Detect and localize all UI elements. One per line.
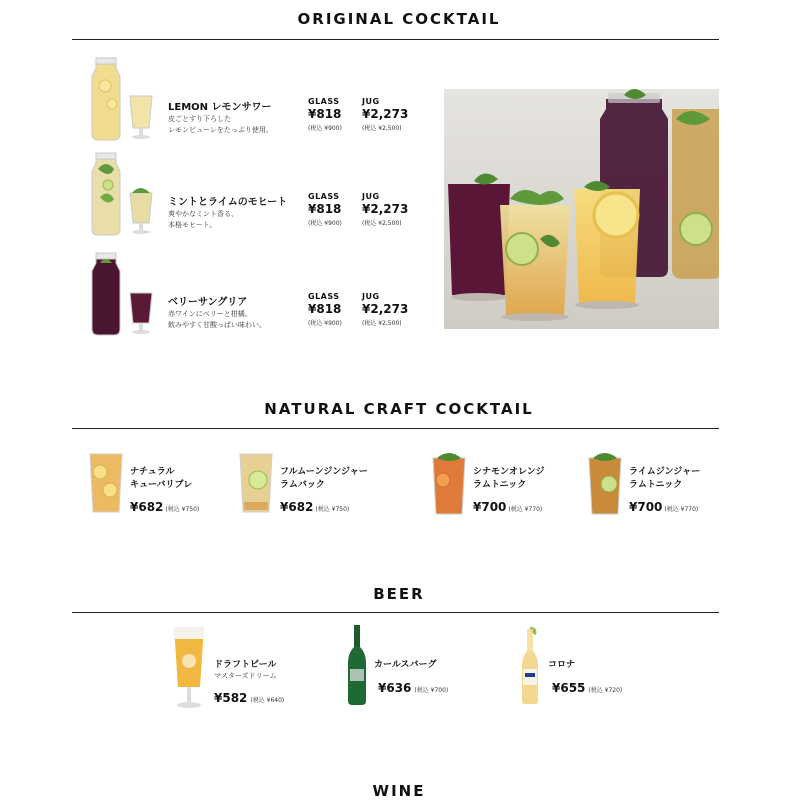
item-price: ¥700 (税込 ¥770) [629, 500, 699, 514]
divider [72, 39, 719, 40]
item-name: フルムーンジンジャー ラムバック [280, 467, 368, 490]
mojito-jug-and-glass-image [90, 149, 160, 239]
cinnamon-orange-glass-image [429, 450, 469, 516]
glass-price: GLASS ¥818 (税込 ¥900) [308, 192, 342, 227]
carlsberg-bottle-image [346, 625, 368, 705]
item-price: ¥655 (税込 ¥720) [552, 681, 623, 695]
sangria-jug-and-glass-image [90, 249, 160, 339]
item-price: ¥682 (税込 ¥750) [130, 500, 200, 514]
draft-beer-glass-image [172, 625, 206, 711]
menu-item-berry-sangria [90, 249, 420, 339]
jug-price: JUG ¥2,273 (税込 ¥2,500) [362, 292, 409, 327]
item-description: 皮ごとすり下ろした レモンピューレをたっぷり使用。 [168, 115, 273, 134]
item-price: ¥582 (税込 ¥640) [214, 691, 285, 705]
cocktails-photo [444, 89, 719, 329]
item-name: コロナ [548, 660, 576, 670]
item-price: ¥682 (税込 ¥750) [280, 500, 350, 514]
menu-item-lemon-sour [90, 54, 420, 144]
glass-price: GLASS ¥818 (税込 ¥900) [308, 292, 342, 327]
divider [72, 428, 719, 429]
corona-bottle-image [520, 625, 540, 705]
item-name: シナモンオレンジ ラムトニック [473, 467, 545, 490]
item-price: ¥700 (税込 ¥770) [473, 500, 543, 514]
cuba-libre-glass-image [86, 450, 126, 516]
lemon-sour-jug-and-glass-image [90, 54, 160, 144]
item-name: ミントとライムのモヒート [168, 197, 288, 208]
lime-ginger-glass-image [585, 450, 625, 516]
jug-price: JUG ¥2,273 (税込 ¥2,500) [362, 97, 409, 132]
jug-price: JUG ¥2,273 (税込 ¥2,500) [362, 192, 409, 227]
item-subtitle: マスターズドリーム [214, 672, 277, 680]
section-title-natural-craft-cocktail: NATURAL CRAFT COCKTAIL [264, 400, 534, 418]
item-description: 爽やかなミント香る、 本格モヒート。 [168, 210, 238, 229]
section-title-original-cocktail: ORIGINAL COCKTAIL [297, 10, 501, 28]
item-name: ライムジンジャー ラムトニック [629, 467, 701, 490]
glass-price: GLASS ¥818 (税込 ¥900) [308, 97, 342, 132]
item-name: ドラフトビール [214, 660, 277, 670]
item-name: カールスバーグ [374, 660, 437, 670]
menu-item-mojito [90, 149, 420, 239]
section-title-beer: BEER [373, 585, 425, 603]
item-name: LEMON レモンサワー [168, 102, 272, 113]
item-name: ナチュラル キューバリブレ [130, 467, 193, 490]
full-moon-ginger-glass-image [236, 450, 276, 516]
section-title-wine: WINE [372, 782, 426, 800]
item-price: ¥636 (税込 ¥700) [378, 681, 449, 695]
item-description: 赤ワインにベリーと柑橘。 飲みやすく甘酸っぱい味わい。 [168, 310, 266, 329]
item-name: ベリーサングリア [168, 297, 248, 308]
divider [72, 612, 719, 613]
